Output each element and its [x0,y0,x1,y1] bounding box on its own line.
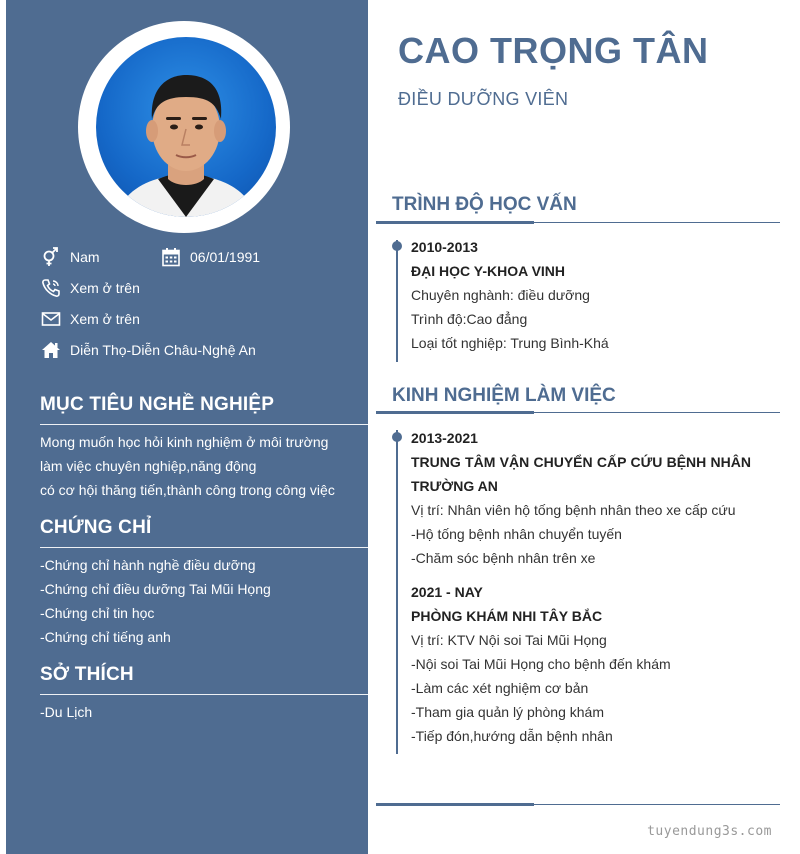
avatar [96,37,276,217]
objective-divider [40,424,368,425]
phone-icon [40,277,62,299]
job-line: -Chăm sóc bệnh nhân trên xe [411,550,596,566]
certificate-item: -Chứng chỉ điều dưỡng Tai Mũi Họng [40,581,271,597]
avatar-portrait-icon [96,37,276,217]
hobby-item: -Du Lịch [40,704,93,720]
education-timeline-dot [392,241,402,251]
education-period: 2010-2013 [411,239,478,255]
contact-address [40,339,256,361]
phone-text: Xem ở trên [70,280,140,296]
certificate-item: -Chứng chỉ hành nghề điều dưỡng [40,557,256,573]
education-line: Loại tốt nghiệp: Trung Bình-Khá [411,335,609,351]
hobbies-divider [40,694,368,695]
hobbies-list [40,700,360,724]
job-organization: TRUNG TÂM VẬN CHUYỂN CẤP CỨU BỆNH NHÂN TRƯỜNG AN [411,454,751,494]
job-line: -Nội soi Tai Mũi Họng cho bệnh đến khám [411,656,671,672]
education-line: Chuyên nghành: điều dưỡng [411,287,590,303]
education-timeline [396,240,398,362]
certificates-divider [40,547,368,548]
gender-icon [40,246,62,268]
objective-heading: MỤC TIÊU NGHỀ NGHIỆP [40,394,275,415]
dob-text: 06/01/1991 [190,249,261,265]
objective-line: có cơ hội thăng tiến,thành công trong công việc [40,482,335,498]
certificates-list [40,553,360,649]
education-school: ĐẠI HỌC Y-KHOA VINH [411,263,566,279]
job-line: -Tiếp đón,hướng dẫn bệnh nhân [411,728,613,744]
site-watermark: tuyendung3s.com [647,824,772,839]
certificates-heading: CHỨNG CHỈ [40,517,152,538]
contact-phone [40,277,140,299]
candidate-name: CAO TRỌNG TÂN [398,30,709,71]
mail-icon [40,308,62,330]
education-heading: TRÌNH ĐỘ HỌC VẤN [392,194,577,215]
experience-timeline-dot [392,432,402,442]
experience-entry [411,580,751,748]
job-line: -Tham gia quản lý phòng khám [411,704,604,720]
contact-gender [40,246,100,268]
experience-timeline [396,430,398,754]
certificate-item: -Chứng chỉ tin học [40,605,155,621]
sidebar [6,0,368,854]
candidate-title: ĐIỀU DƯỠNG VIÊN [398,89,569,109]
home-icon [40,339,62,361]
hobbies-heading: SỞ THÍCH [40,664,134,685]
email-text: Xem ở trên [70,311,140,327]
objective-text [40,430,360,502]
education-entry [411,235,751,355]
objective-line: làm việc chuyên nghiệp,năng động [40,458,257,474]
gender-text: Nam [70,249,100,265]
job-period: 2021 - NAY [411,584,483,600]
contact-dob [160,246,260,268]
job-line: Vị trí: Nhân viên hộ tống bệnh nhân theo xe cấp cứu [411,502,736,518]
education-divider-accent [376,221,534,224]
objective-line: Mong muốn học hỏi kinh nghiệm ở môi trường [40,434,329,450]
job-organization: PHÒNG KHÁM NHI TÂY BẮC [411,608,603,624]
address-text: Diễn Thọ-Diễn Châu-Nghệ An [70,342,256,358]
experience-entry [411,426,751,570]
experience-heading: KINH NGHIỆM LÀM VIỆC [392,385,616,406]
calendar-icon [160,246,182,268]
job-line: -Làm các xét nghiệm cơ bản [411,680,589,696]
job-period: 2013-2021 [411,430,478,446]
job-line: -Hộ tống bệnh nhân chuyển tuyến [411,526,622,542]
contact-email [40,308,140,330]
certificate-item: -Chứng chỉ tiếng anh [40,629,171,645]
experience-divider-accent [376,411,534,414]
footer-divider-accent [376,803,534,806]
job-line: Vị trí: KTV Nội soi Tai Mũi Họng [411,632,607,648]
education-line: Trình độ:Cao đẳng [411,311,528,327]
